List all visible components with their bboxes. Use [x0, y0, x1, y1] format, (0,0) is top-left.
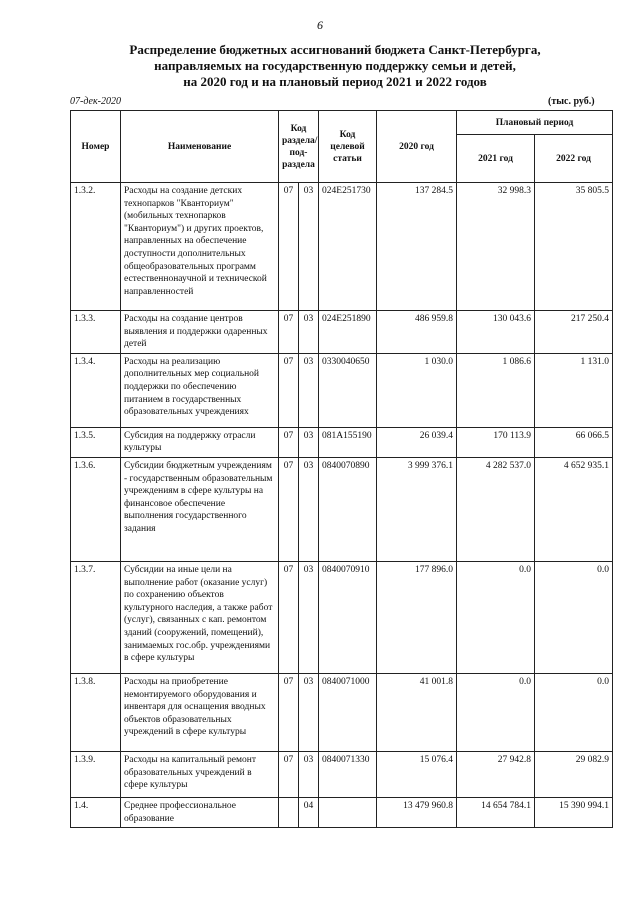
cell-2020: 13 479 960.8: [377, 797, 457, 827]
cell-section: 07: [279, 673, 299, 751]
cell-section: 07: [279, 353, 299, 427]
cell-section: 07: [279, 561, 299, 673]
cell-section: 07: [279, 311, 299, 354]
cell-2021: 14 654 784.1: [457, 797, 535, 827]
units-label: (тыс. руб.): [548, 96, 595, 107]
cell-number: 1.3.5.: [71, 427, 121, 457]
header-year-2022: 2022 год: [535, 135, 613, 183]
cell-2020: 177 896.0: [377, 561, 457, 673]
cell-2022: 66 066.5: [535, 427, 613, 457]
cell-subsection: 03: [299, 561, 319, 673]
cell-2022: 0.0: [535, 673, 613, 751]
cell-2022: 4 652 935.1: [535, 457, 613, 561]
cell-name: Расходы на создание детских технопарков "Кванториум" (мобильных технопарков "Кванториум") и других проектов, направленных на обеспечение доступности дополнительных общеобразовательных программ естественнонаучной и технической направленностей: [121, 183, 279, 311]
table-row: [71, 751, 613, 797]
cell-2020: 41 001.8: [377, 673, 457, 751]
table-row: [71, 311, 613, 354]
cell-2021: 0.0: [457, 561, 535, 673]
header-section-code: Код раздела/ под- раздела: [279, 111, 319, 183]
cell-number: 1.3.8.: [71, 673, 121, 751]
table-row: [71, 797, 613, 827]
cell-target-code: [319, 797, 377, 827]
cell-subsection: 03: [299, 427, 319, 457]
cell-subsection: 03: [299, 183, 319, 311]
cell-section: 07: [279, 427, 299, 457]
cell-name: Субсидия на поддержку отрасли культуры: [121, 427, 279, 457]
cell-2021: 32 998.3: [457, 183, 535, 311]
table-row: [71, 353, 613, 427]
cell-number: 1.3.2.: [71, 183, 121, 311]
cell-2021: 4 282 537.0: [457, 457, 535, 561]
cell-2021: 27 942.8: [457, 751, 535, 797]
cell-subsection: 03: [299, 311, 319, 354]
table-row: [71, 457, 613, 561]
table-row: [71, 673, 613, 751]
cell-2021: 130 043.6: [457, 311, 535, 354]
cell-number: 1.3.3.: [71, 311, 121, 354]
cell-target-code: 0330040650: [319, 353, 377, 427]
header-year-2020: 2020 год: [377, 111, 457, 183]
cell-section: 07: [279, 183, 299, 311]
cell-2020: 26 039.4: [377, 427, 457, 457]
cell-subsection: 03: [299, 673, 319, 751]
cell-number: 1.4.: [71, 797, 121, 827]
cell-subsection: 03: [299, 353, 319, 427]
budget-table: [70, 110, 613, 828]
cell-number: 1.3.9.: [71, 751, 121, 797]
header-planned-period: Плановый период: [457, 111, 613, 135]
cell-target-code: 0840070910: [319, 561, 377, 673]
cell-target-code: 0840071330: [319, 751, 377, 797]
cell-name: Среднее профессиональное образование: [121, 797, 279, 827]
title-line: Распределение бюджетных ассигнований бюджета Санкт-Петербурга,: [129, 42, 541, 57]
cell-2020: 15 076.4: [377, 751, 457, 797]
cell-2020: 137 284.5: [377, 183, 457, 311]
header-year-2021: 2021 год: [457, 135, 535, 183]
cell-target-code: 024E251890: [319, 311, 377, 354]
cell-number: 1.3.4.: [71, 353, 121, 427]
table-row: [71, 561, 613, 673]
cell-name: Субсидии бюджетным учреждениям - государственным образовательным учреждениям в сфере культуры на финансовое обеспечение выполнения государственного задания: [121, 457, 279, 561]
cell-subsection: 03: [299, 751, 319, 797]
cell-2022: 217 250.4: [535, 311, 613, 354]
cell-name: Субсидии на иные цели на выполнение работ (оказание услуг) по сохранению объектов культурного наследия, а также работ (услуг), связанных с кап. ремонтом зданий (сооружений, помещений), занимаемых гос.обр. учреждениями в сфере культуры: [121, 561, 279, 673]
cell-target-code: 0840071000: [319, 673, 377, 751]
table-body: [71, 183, 613, 828]
cell-section: 07: [279, 751, 299, 797]
cell-2022: 29 082.9: [535, 751, 613, 797]
title-line: направляемых на государственную поддержку семьи и детей,: [154, 58, 516, 73]
cell-2022: 35 805.5: [535, 183, 613, 311]
cell-2021: 170 113.9: [457, 427, 535, 457]
cell-section: 07: [279, 457, 299, 561]
cell-2022: 0.0: [535, 561, 613, 673]
cell-subsection: 03: [299, 457, 319, 561]
cell-2022: 1 131.0: [535, 353, 613, 427]
cell-target-code: 0840070890: [319, 457, 377, 561]
cell-2020: 486 959.8: [377, 311, 457, 354]
cell-name: Расходы на приобретение немонтируемого оборудования и инвентаря для оснащения вводных объектов образовательных учреждений в сфере культуры: [121, 673, 279, 751]
document-title: [70, 42, 600, 90]
header-name: Наименование: [121, 111, 279, 183]
header-target-code: Код целевой статьи: [319, 111, 377, 183]
cell-2020: 1 030.0: [377, 353, 457, 427]
cell-2021: 1 086.6: [457, 353, 535, 427]
cell-target-code: 081A155190: [319, 427, 377, 457]
cell-2021: 0.0: [457, 673, 535, 751]
cell-2020: 3 999 376.1: [377, 457, 457, 561]
cell-number: 1.3.6.: [71, 457, 121, 561]
cell-subsection: 04: [299, 797, 319, 827]
header-number: Номер: [71, 111, 121, 183]
report-date: 07-дек-2020: [70, 96, 121, 107]
cell-name: Расходы на капитальный ремонт образовательных учреждений в сфере культуры: [121, 751, 279, 797]
title-line: на 2020 год и на плановый период 2021 и 2022 годов: [183, 74, 487, 89]
cell-name: Расходы на реализацию дополнительных мер социальной поддержки по обеспечению питанием в государственных образовательных учреждениях: [121, 353, 279, 427]
table-row: [71, 427, 613, 457]
cell-section: [279, 797, 299, 827]
cell-target-code: 024E251730: [319, 183, 377, 311]
table-row: [71, 183, 613, 311]
cell-2022: 15 390 994.1: [535, 797, 613, 827]
cell-name: Расходы на создание центров выявления и поддержки одаренных детей: [121, 311, 279, 354]
page-number: 6: [317, 18, 323, 32]
cell-number: 1.3.7.: [71, 561, 121, 673]
